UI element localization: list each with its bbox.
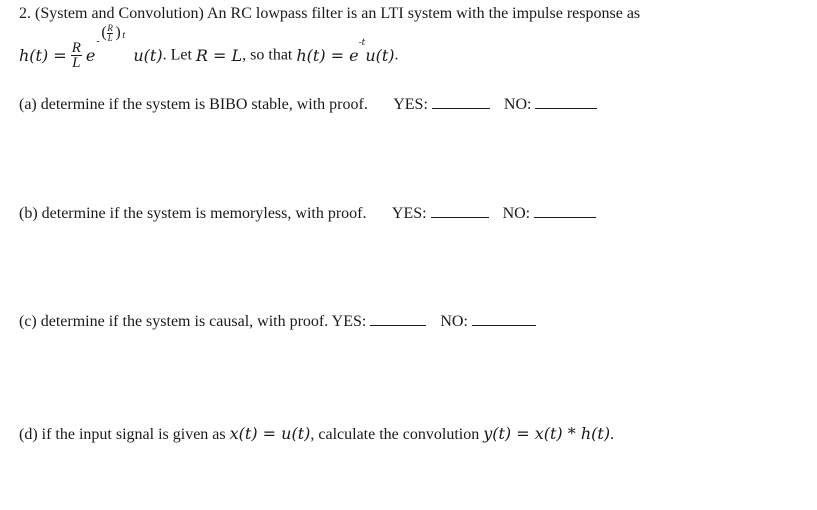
part-b-no-blank[interactable] <box>534 216 596 218</box>
part-a <box>19 96 597 114</box>
problem-title: 2. (System and Convolution) An RC lowpass filter is an LTI system with the impulse response as <box>19 5 641 22</box>
eq-unit-step: u(t) <box>133 45 163 65</box>
part-d-convolution: y(t) = x(t) * h(t) <box>483 424 611 443</box>
eq-lhs: h(t) = <box>19 45 67 65</box>
part-c-no-label: NO: <box>440 313 468 330</box>
part-c-text: (c) determine if the system is causal, with proof. YES: <box>19 313 367 330</box>
eq-simplified: h(t) = e <box>296 45 359 65</box>
eq-exp-numerator: R <box>107 23 113 33</box>
part-d-text: (d) if the input signal is given as <box>19 426 226 443</box>
eq-let-condition: R = L <box>195 45 243 65</box>
eq-frac-denominator: L <box>72 54 81 71</box>
part-a-yes-blank[interactable] <box>432 107 490 109</box>
eq-exp-close-paren: ) <box>115 24 121 41</box>
eq-exp-denominator: L <box>107 33 113 43</box>
eq-exp-fraction <box>107 24 113 43</box>
eq-simplified-exponent: -t <box>358 38 366 48</box>
eq-exp-sign: - <box>96 36 100 47</box>
part-d-input-signal: x(t) = u(t) <box>229 424 311 443</box>
part-b-text: (b) determine if the system is memoryless, with proof. <box>19 205 367 222</box>
eq-exponent <box>96 23 129 58</box>
part-d-mid-text: , calculate the convolution <box>310 426 480 443</box>
part-c-yes-blank[interactable] <box>370 324 426 326</box>
part-c-no-blank[interactable] <box>472 324 536 326</box>
part-a-no-blank[interactable] <box>535 107 597 109</box>
eq-let: . Let <box>162 46 192 64</box>
eq-exp-t: t <box>122 30 126 41</box>
part-c <box>19 313 536 331</box>
part-a-text: (a) determine if the system is BIBO stable, with proof. <box>19 96 368 113</box>
eq-simplified-tail: u(t) <box>365 45 395 65</box>
part-b <box>19 205 596 223</box>
part-b-no-label: NO: <box>502 205 531 222</box>
eq-so-that: , so that <box>242 46 293 64</box>
eq-exp-open-paren: ( <box>101 24 107 41</box>
part-b-yes-label: YES: <box>391 205 427 222</box>
eq-frac-numerator: R <box>71 39 81 56</box>
eq-fraction <box>71 41 82 70</box>
eq-exponential-base: e <box>85 45 96 65</box>
impulse-response-equation <box>19 23 399 78</box>
part-a-yes-label: YES: <box>393 96 428 113</box>
part-b-yes-blank[interactable] <box>431 216 489 218</box>
part-d <box>19 424 614 444</box>
eq-end: . <box>394 46 399 64</box>
part-d-end: . <box>610 426 615 443</box>
part-a-no-label: NO: <box>503 96 532 113</box>
